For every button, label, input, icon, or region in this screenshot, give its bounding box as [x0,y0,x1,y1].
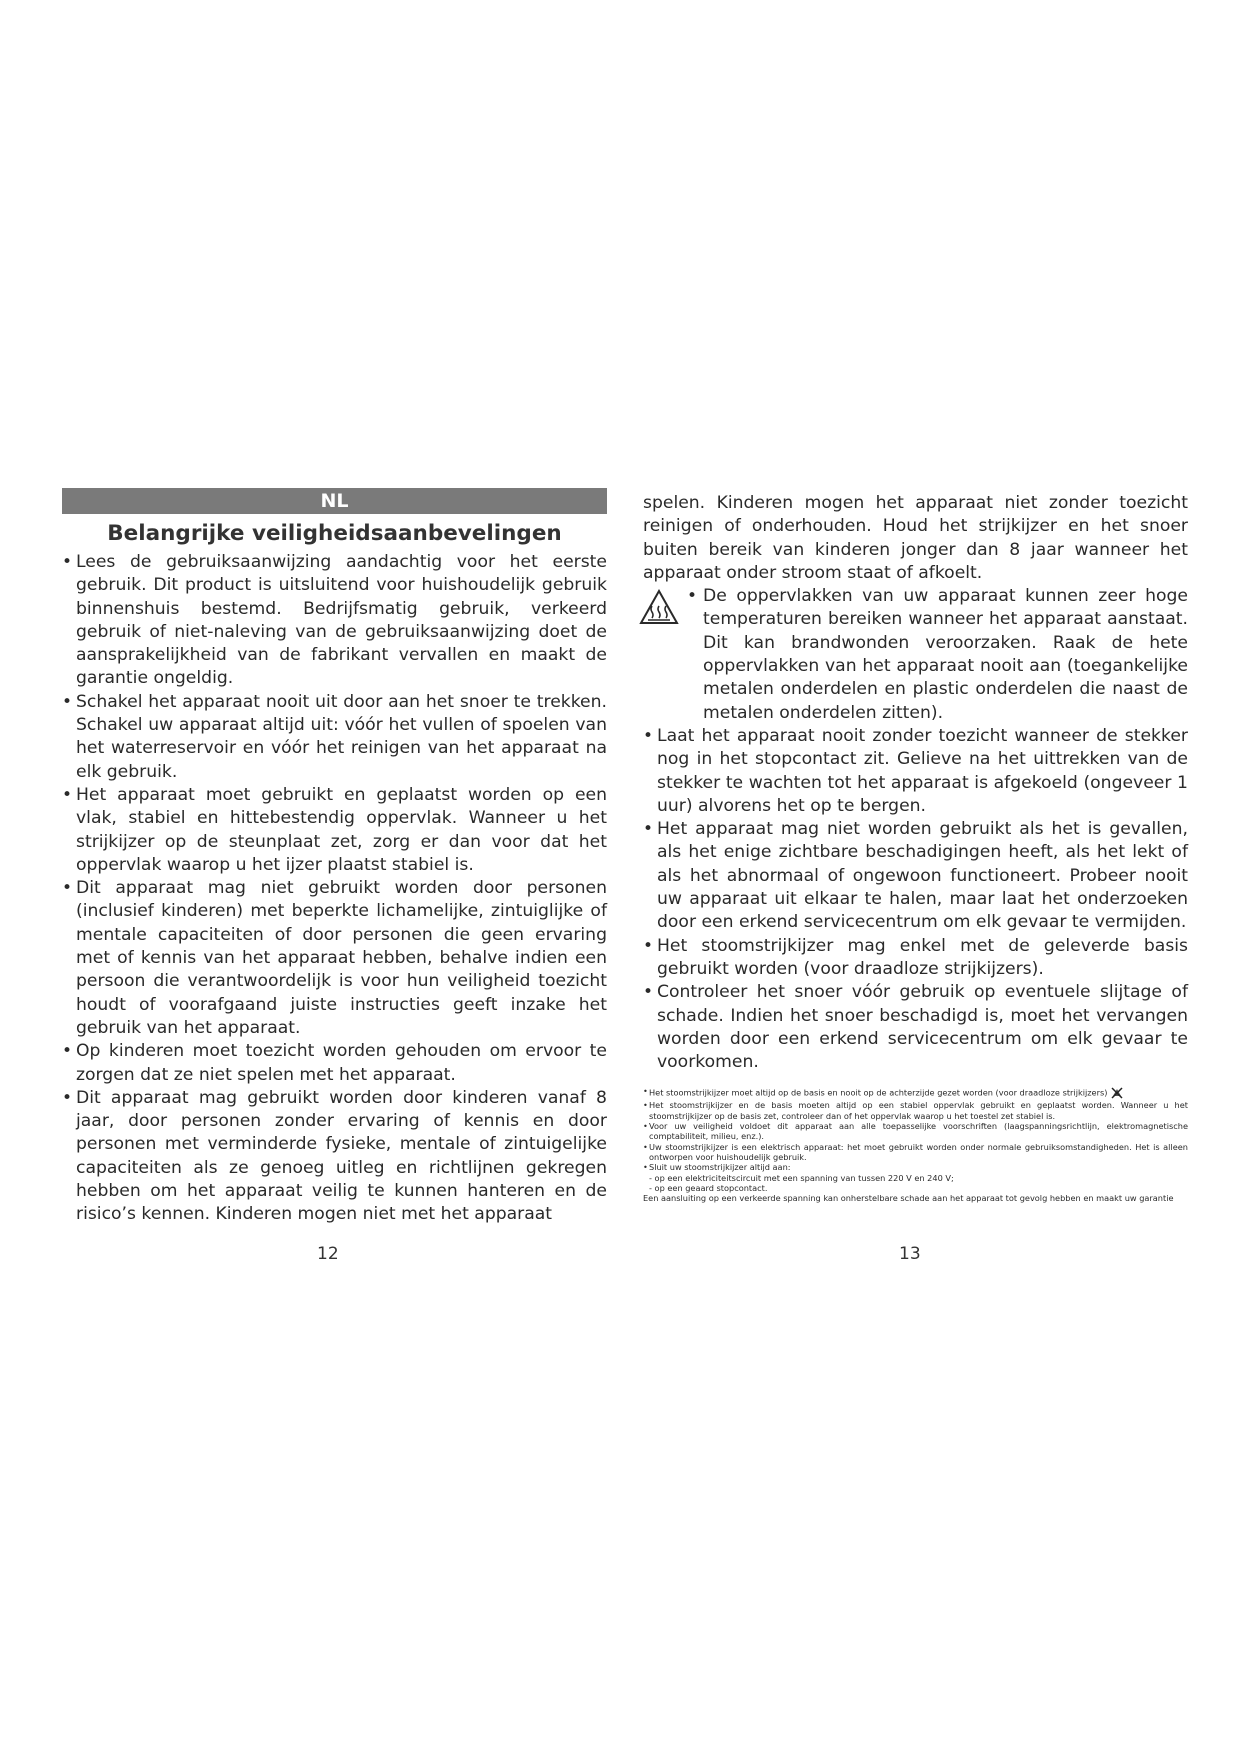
small-print-item: • Voor uw veiligheid voldoet dit apparaat aan alle toepasselijke voorschriften (laagspanningsrichtlijn, elektromagnetische comptabiliteit, milieu, enz.). [643,1121,1188,1142]
page-number-left: 12 [317,1244,339,1264]
list-item: • Schakel het apparaat nooit uit door aan het snoer te trekken. Schakel uw apparaat altijd uit: vóór het vullen of spoelen van het waterreservoir en vóór het reinigen van het apparaat na elk gebruik. [62,691,607,784]
list-item: • Het apparaat moet gebruikt en geplaatst worden op een vlak, stabiel en hittebestendig oppervlak. Wanneer u het strijkijzer op de steunplaat zet, zorg er dan voor dat het oppervlak waarop u het ijzer plaatst stabiel is. [62,784,607,877]
small-print-subitem: - op een geaard stopcontact. [649,1182,768,1193]
small-print-item: • Uw stoomstrijkijzer is een elektrisch apparaat: het moet gebruikt worden onder normale gebruiksomstandigheden. Het is alleen ontworpen voor huishoudelijk gebruik. [643,1142,1188,1163]
hot-surface-warning [643,585,1188,725]
section-title: Belangrijke veiligheidsaanbevelingen [107,521,562,546]
small-print-text: Het stoomstrijkijzer moet altijd op de basis en nooit op de achterzijde gezet worden (voor draadloze strijkijzers) [649,1087,1108,1098]
continued-text: spelen. Kinderen mogen het apparaat niet zonder toezicht reinigen of onderhouden. Houd het strijkijzer en het snoer buiten bereik van kinderen jonger dan 8 jaar wanneer het apparaat onder stroom staat of afkoelt. [643,493,1188,583]
small-print-item [643,1086,1188,1100]
safety-list-right [643,725,1188,1074]
language-header: NL [62,488,607,514]
crossed-iron-icon [1110,1086,1124,1100]
small-print-text: Een aansluiting op een verkeerde spanning kan onherstelbare schade aan het apparaat tot gevolg hebben en maakt uw garantie [643,1193,1174,1204]
list-item: • Dit apparaat mag gebruikt worden door kinderen vanaf 8 jaar, door personen zonder ervaring of kennis en door personen met verminderde fysieke, mentale of zintuigelijke capaciteiten als ze genoeg uitleg en richtlijnen gekregen hebben om het apparaat veilig te kunnen hanteren en de risico’s kennen. Kinderen mogen niet met het apparaat [62,1087,607,1227]
small-print [643,1086,1188,1203]
small-print-item: • Sluit uw stoomstrijkijzer altijd aan: [643,1162,1188,1172]
left-page [62,488,607,1227]
safety-list-left [62,551,607,1227]
list-item: • De oppervlakken van uw apparaat kunnen zeer hoge temperaturen bereiken wanneer het apparaat aanstaat. Dit kan brandwonden veroorzaken. Raak de hete oppervlakken van het apparaat nooit aan (toegankelijke metalen onderdelen en plastic onderdelen die naast de metalen onderdelen zitten). [643,585,1188,725]
page-number-right: 13 [899,1244,921,1264]
list-item: • Het stoomstrijkijzer mag enkel met de geleverde basis gebruikt worden (voor draadloze strijkijzers). [643,935,1188,982]
list-item: • Op kinderen moet toezicht worden gehouden om ervoor te zorgen dat ze niet spelen met het apparaat. [62,1040,607,1087]
list-item: • Het apparaat mag niet worden gebruikt als het is gevallen, als het enige zichtbare beschadigingen heeft, als het lekt of als het abnormaal of ongewoon functioneert. Probeer nooit uw apparaat uit elkaar te halen, maar laat het onderzoeken door een erkend servicecentrum om elk gevaar te vermijden. [643,818,1188,934]
list-item: • Laat het apparaat nooit zonder toezicht wanneer de stekker nog in het stopcontact zit. Gelieve na het uittrekken van de stekker te wachten tot het apparaat is afgekoeld (ongeveer 1 uur) alvorens het op te bergen. [643,725,1188,818]
small-print-subitem: - op een elektriciteitscircuit met een spanning van tussen 220 V en 240 V; [649,1172,954,1183]
list-item: • Lees de gebruiksaanwijzing aandachtig voor het eerste gebruik. Dit product is uitsluitend voor huishoudelijk gebruik binnenshuis bestemd. Bedrijfsmatig gebruik, verkeerd gebruik of niet-naleving van de gebruiksaanwijzing doet de aansprakelijkheid van de fabrikant vervallen en maakt de garantie ongeldig. [62,551,607,691]
list-item: • Dit apparaat mag niet gebruikt worden door personen (inclusief kinderen) met beperkte lichamelijke, zintuiglijke of mentale capaciteiten of door personen die geen ervaring met of kennis van het apparaat hebben, behalve indien een persoon die verantwoordelijk is voor hun veiligheid toezicht houdt of voorafgaand juiste instructies geeft inzake het gebruik van het apparaat. [62,877,607,1040]
right-page [643,492,1188,1203]
small-print-item: • Het stoomstrijkijzer en de basis moeten altijd op een stabiel oppervlak gebruikt en geplaatst worden. Wanneer u het stoomstrijkijzer op de basis zet, controleer dan of het oppervlak waarop u het toestel zet stabiel is. [643,1100,1188,1121]
list-item: • Controleer het snoer vóór gebruik op eventuele slijtage of schade. Indien het snoer beschadigd is, moet het vervangen worden door een erkend servicecentrum om elk gevaar te voorkomen. [643,981,1188,1074]
